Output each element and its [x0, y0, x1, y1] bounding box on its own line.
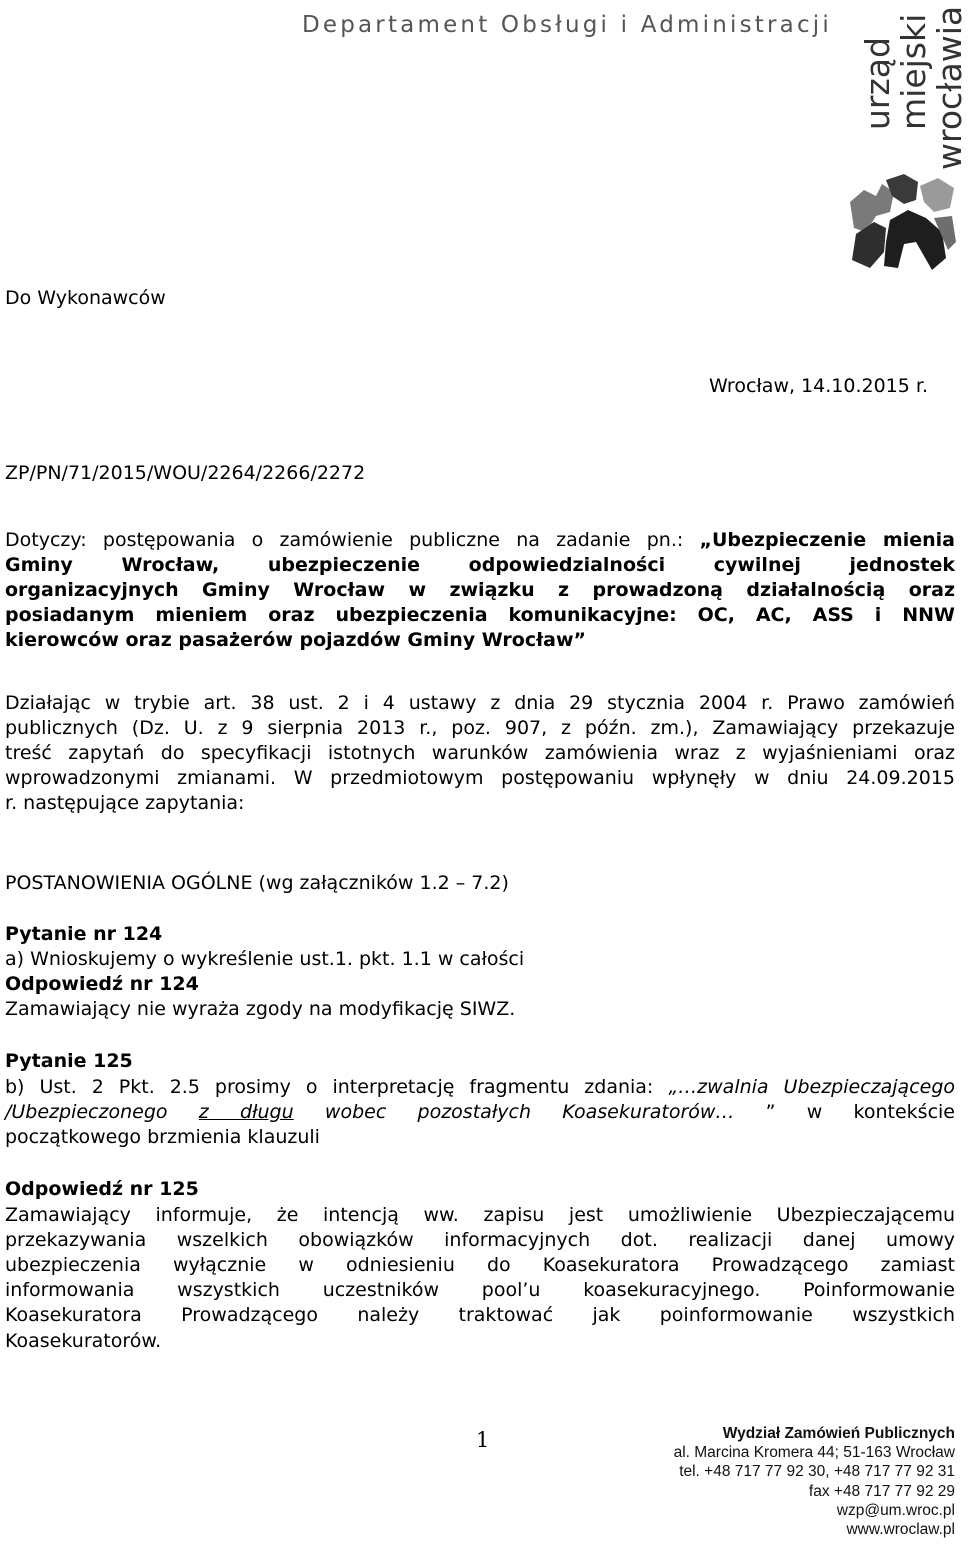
question-125-line-2: [5, 1101, 955, 1123]
answer-125-line-6: Koasekuratorów.: [5, 1330, 162, 1352]
footer-address: al. Marcina Kromera 44; 51-163 Wrocław: [673, 1444, 955, 1462]
footer-unit: Wydział Zamówień Publicznych: [722, 1425, 955, 1442]
document-date: Wrocław, 14.10.2015 r.: [709, 375, 928, 397]
footer-tel: tel. +48 717 77 92 30, +48 717 77 92 31: [679, 1463, 955, 1481]
footer-email[interactable]: wzp@um.wroc.pl: [836, 1501, 955, 1519]
intro-line-4: wprowadzonymi zmianami. W przedmiotowym postępowaniu wpłynęły w dniu 24.09.2015: [5, 767, 955, 789]
page-number: 1: [476, 1428, 490, 1452]
section-heading: POSTANOWIENIA OGÓLNE (wg załączników 1.2 – 7.2): [5, 872, 509, 894]
answer-125-line-4: informowania wszystkich uczestników pool’u koasekuracyjnego. Poinformowanie: [5, 1279, 955, 1301]
answer-125-line-5: Koasekuratora Prowadzącego należy traktować jak poinformowanie wszystkich: [5, 1304, 955, 1326]
question-125-quote-underlined: z długu: [198, 1101, 294, 1123]
question-125-quote-a: /Ubezpieczonego: [5, 1101, 168, 1123]
question-124-title: Pytanie nr 124: [5, 923, 163, 945]
answer-125-line-1: Zamawiający informuje, że intencją ww. zapisu jest umożliwienie Ubezpieczającemu: [5, 1204, 955, 1226]
recipient: Do Wykonawców: [5, 287, 166, 309]
logo-emblem: [846, 172, 958, 272]
answer-124-title: Odpowiedź nr 124: [5, 973, 199, 995]
question-124-text: a) Wnioskujemy o wykreślenie ust.1. pkt. 1.1 w całości: [5, 948, 525, 970]
footer-fax: fax +48 717 77 92 29: [808, 1482, 955, 1500]
intro-line-3: treść zapytań do specyfikacji istotnych warunków zamówienia wraz z wyjaśnieniami oraz: [5, 742, 955, 764]
department-name: Departament Obsługi i Administracji: [301, 12, 832, 38]
subject-line-2: Gminy Wrocław, ubezpieczenie odpowiedzialności cywilnej jednostek: [5, 554, 955, 576]
intro-line-5: r. następujące zapytania:: [5, 792, 245, 814]
subject-intro: Dotyczy: postępowania o zamówienie publiczne na zadanie pn.:: [5, 529, 684, 551]
subject-line-5: kierowców oraz pasażerów pojazdów Gminy Wrocław”: [5, 629, 587, 651]
question-125-line-1-plain: b) Ust. 2 Pkt. 2.5 prosimy o interpretację fragmentu zdania:: [5, 1076, 669, 1098]
footer-contact: [674, 1424, 955, 1539]
question-125-quote-end: ” w kontekście: [765, 1101, 955, 1123]
question-125-line-3: początkowego brzmienia klauzuli: [5, 1126, 320, 1148]
subject-line-4: posiadanym mieniem oraz ubezpieczenia komunikacyjne: OC, AC, ASS i NNW: [5, 604, 955, 626]
logo-line-3: wrocławia: [930, 5, 969, 170]
subject-line-3: organizacyjnych Gminy Wrocław w związku z prowadzoną działalnością oraz: [5, 579, 955, 601]
subject-title-start: „Ubezpieczenie mienia: [699, 529, 955, 551]
logo-line-2: miejski: [894, 13, 933, 130]
answer-124-text: Zamawiający nie wyraża zgody na modyfikację SIWZ.: [5, 998, 516, 1020]
answer-125-title: Odpowiedź nr 125: [5, 1178, 199, 1200]
answer-125-line-2: przekazywania wszelkich obowiązków informacyjnych dot. realizacji danej umowy: [5, 1229, 955, 1251]
question-125-title: Pytanie 125: [5, 1050, 133, 1072]
logo-line-1: urząd: [858, 37, 897, 130]
question-125-line-1: [5, 1076, 955, 1098]
subject-line-1: [5, 529, 955, 551]
answer-125-line-3: ubezpieczenia wyłącznie w odniesieniu do Koasekuratora Prowadzącego zamiast: [5, 1254, 955, 1276]
question-125-quote-start: „…zwalnia Ubezpieczającego: [668, 1076, 956, 1098]
intro-line-1: Działając w trybie art. 38 ust. 2 i 4 ustawy z dnia 29 stycznia 2004 r. Prawo zamówień: [5, 692, 955, 714]
question-125-quote-c: wobec pozostałych Koasekuratorów…: [324, 1101, 735, 1123]
footer-website[interactable]: www.wroclaw.pl: [846, 1521, 955, 1539]
intro-line-2: publicznych (Dz. U. z 9 sierpnia 2013 r., poz. 907, z późn. zm.), Zamawiający przekazuje: [5, 717, 955, 739]
reference-number: ZP/PN/71/2015/WOU/2264/2266/2272: [5, 462, 366, 484]
